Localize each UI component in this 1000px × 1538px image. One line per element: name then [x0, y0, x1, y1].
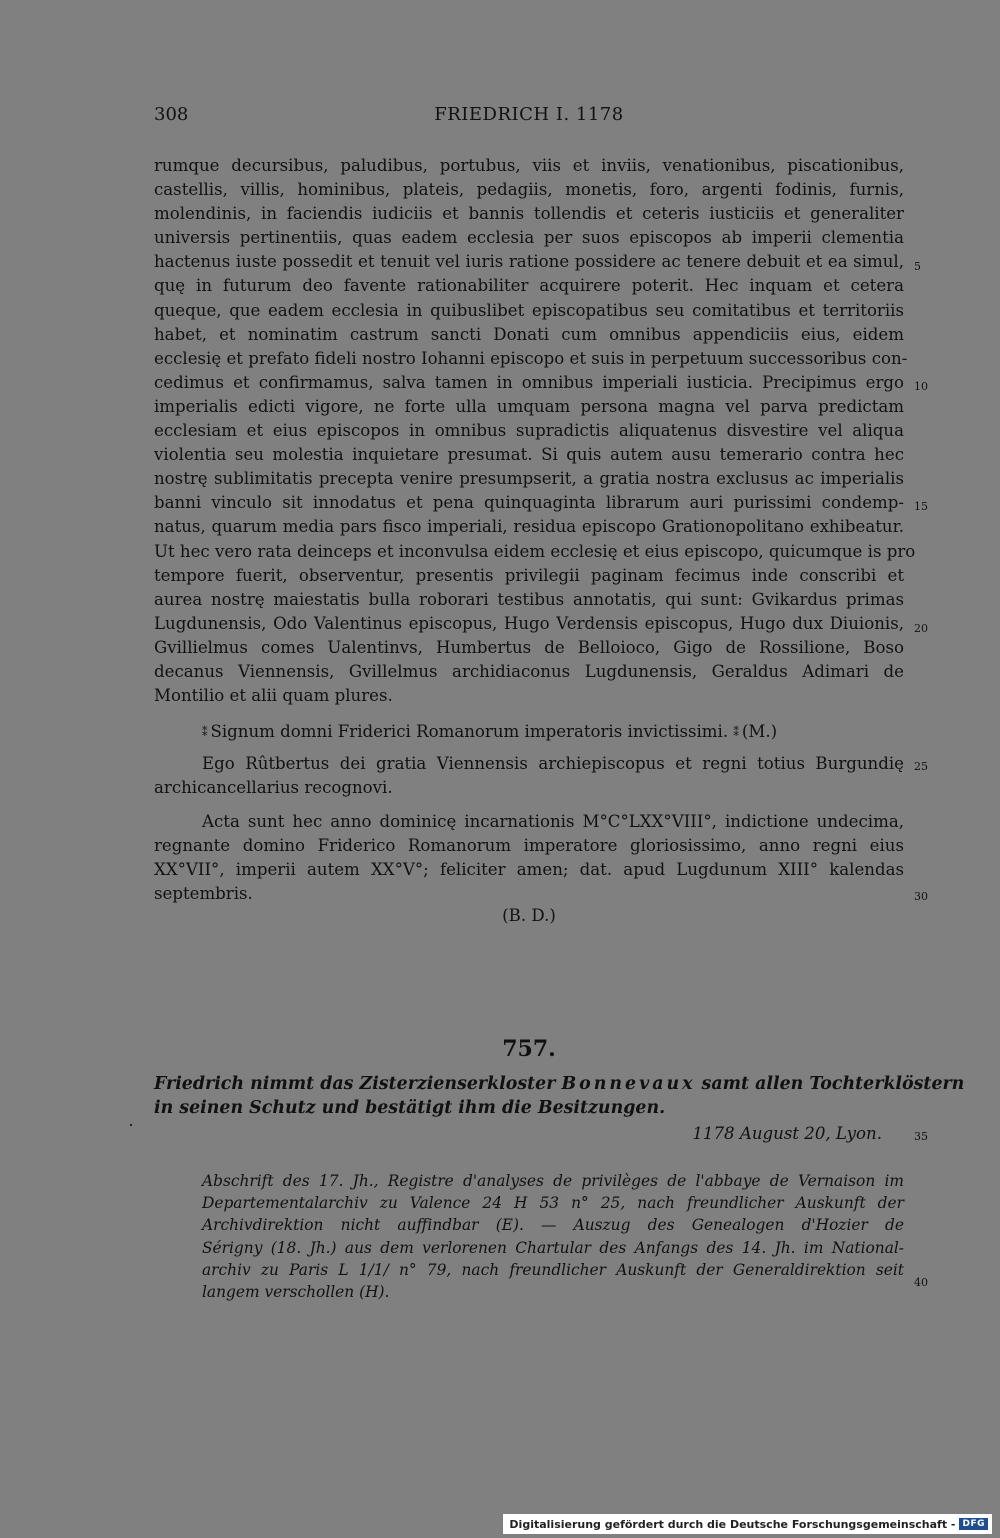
- note-line: Archivdirektion nicht auffindbar (E). — Auszug des Genealogen d'Hozier de: [202, 1216, 904, 1235]
- note-line: Departementalarchiv zu Valence 24 H 53 n° 25, nach freundlicher Auskunft der: [202, 1194, 904, 1213]
- text-line: rumque decursibus, paludibus, portubus, viis et inviis, venationibus, piscationibus,: [154, 156, 904, 175]
- signum-line: [202, 720, 777, 744]
- charter-text: [154, 154, 916, 708]
- text-line: XX°VII°, imperii autem XX°V°; feliciter amen; dat. apud Lugdunum XIII° kalendas: [154, 860, 904, 880]
- text-line: Montilio et alii quam plures.: [154, 686, 393, 706]
- text-line: violentia seu molestia inquietare presumat. Si quis autem ausu temerario contra hec: [154, 445, 904, 465]
- line-number: 30: [914, 890, 928, 903]
- text-line: Acta sunt hec anno dominicę incarnationis M°C°LXX°VIII°, indictione undecima,: [202, 812, 904, 831]
- recognition-paragraph: [154, 752, 904, 800]
- note-line: Abschrift des 17. Jh., Registre d'analyses de privilèges de l'abbaye de Vernaison im: [202, 1172, 904, 1190]
- note-line: Sérigny (18. Jh.) aus dem verlorenen Chartular des Anfangs des 14. Jh. im National-: [202, 1238, 904, 1257]
- text-line: cedimus et confirmamus, salva tamen in omnibus imperiali iusticia. Precipimus ergo: [154, 372, 904, 392]
- text-line: queque, que eadem ecclesia in quibuslibet episcopatibus seu comitatibus et territoriis: [154, 300, 904, 320]
- running-title: FRIEDRICH I. 1178: [434, 104, 624, 125]
- signum-text: Signum domni Friderici Romanorum imperatoris invictissimi.: [210, 722, 729, 741]
- text-line: natus, quarum media pars fisco imperiali, residua episcopo Grationopolitano exhibeatur.: [154, 517, 904, 537]
- dateline: 1178 August 20, Lyon.: [692, 1124, 882, 1143]
- text-line: ecclesię et prefato fideli nostro Iohanni episcopo et suis in perpetuum successoribus con-: [154, 348, 908, 368]
- line-number: 10: [914, 380, 928, 393]
- text-line: imperialis edicti vigore, ne forte ulla umquam persona magna vel parva predictam: [154, 396, 904, 416]
- text-line: nostrę sublimitatis precepta venire presumpserit, a gratia nostra exclusus ac imperialis: [154, 469, 904, 489]
- scan-speck: [130, 1124, 132, 1126]
- text-line: Ut hec vero rata deinceps et inconvulsa eidem ecclesię et eius episcopo, quicumque is pro: [154, 541, 916, 561]
- source-note: [202, 1170, 904, 1303]
- note-line: archiv zu Paris L 1/1/ n° 79, nach freundlicher Auskunft der Generaldirektion seit: [202, 1260, 904, 1279]
- text-line: ecclesiam et eius episcopos in omnibus supradictis aliquatenus disvestire vel aliqua: [154, 421, 904, 441]
- text-line: tempore fuerit, observentur, presentis privilegii paginam fecimus inde conscribi et: [154, 565, 904, 585]
- text-line: regnante domino Friderico Romanorum imperatore gloriosissimo, anno regni eius: [154, 836, 904, 856]
- text-line: septembris.: [154, 884, 253, 904]
- acta-paragraph: [154, 810, 904, 906]
- text-line: banni vinculo sit innodatus et pena quinquaginta librarum auri purissimi condemp-: [154, 493, 904, 513]
- text-line: aurea nostrę maiestatis bulla roborari testibus annotatis, qui sunt: Gvikardus primas: [154, 589, 904, 609]
- summary-place: Bonnevaux: [561, 1074, 696, 1094]
- bulla-note: (B. D.): [502, 906, 556, 925]
- line-number: 35: [914, 1130, 928, 1143]
- summary-text: samt allen Tochterklöstern: [695, 1074, 965, 1094]
- text-line: Gvillielmus comes Ualentinvs, Humbertus de Belloioco, Gigo de Rossilione, Boso: [154, 637, 904, 657]
- line-number: 40: [914, 1276, 928, 1289]
- signum-suffix: (M.): [741, 722, 778, 741]
- document-number: 757.: [502, 1036, 556, 1062]
- line-number: 15: [914, 500, 928, 513]
- summary-text: Friedrich nimmt das Zisterzienserkloster: [154, 1074, 562, 1094]
- line-number: 25: [914, 760, 928, 773]
- text-line: hactenus iuste possedit et tenuit vel iuris ratione possidere ac tenere debuit et ea simul,: [154, 252, 904, 272]
- summary-line: [154, 1072, 965, 1096]
- dfg-logo-icon: DFG: [959, 1518, 988, 1530]
- footer-text: Digitalisierung gefördert durch die Deutsche Forschungsgemeinschaft -: [509, 1517, 956, 1531]
- text-line: Lugdunensis, Odo Valentinus episcopus, Hugo Verdensis episcopus, Hugo dux Diuionis,: [154, 613, 904, 633]
- text-line: archicancellarius recognovi.: [154, 778, 393, 798]
- text-line: decanus Viennensis, Gvillelmus archidiaconus Lugdunensis, Geraldus Adimari de: [154, 661, 904, 681]
- monogram-mark-icon: ⁑: [202, 726, 208, 739]
- monogram-mark-icon: ⁑: [733, 726, 739, 739]
- text-line: universis pertinentiis, quas eadem ecclesia per suos episcopos ab imperii clementia: [154, 228, 904, 248]
- dfg-footer: [503, 1514, 992, 1534]
- line-number: 20: [914, 622, 928, 635]
- text-line: habet, et nominatim castrum sancti Donati cum omnibus appendiciis eius, eidem: [154, 324, 904, 344]
- text-line: quę in futurum deo favente rationabiliter acquirere poterit. Hec inquam et cetera: [154, 276, 904, 296]
- page-header: [154, 104, 904, 132]
- text-line: Ego Rûtbertus dei gratia Viennensis archiepiscopus et regni totius Burgundię: [202, 754, 904, 773]
- note-line: langem verschollen (H).: [202, 1282, 390, 1301]
- line-number: 5: [914, 260, 921, 273]
- text-line: castellis, villis, hominibus, plateis, pedagiis, monetis, foro, argenti fodinis, furnis,: [154, 180, 904, 200]
- summary-line: in seinen Schutz und bestätigt ihm die Besitzungen.: [154, 1098, 666, 1119]
- document-summary: [154, 1072, 965, 1120]
- page-number: 308: [154, 104, 189, 125]
- text-line: molendinis, in faciendis iudiciis et bannis tollendis et ceteris iusticiis et generaliter: [154, 204, 904, 224]
